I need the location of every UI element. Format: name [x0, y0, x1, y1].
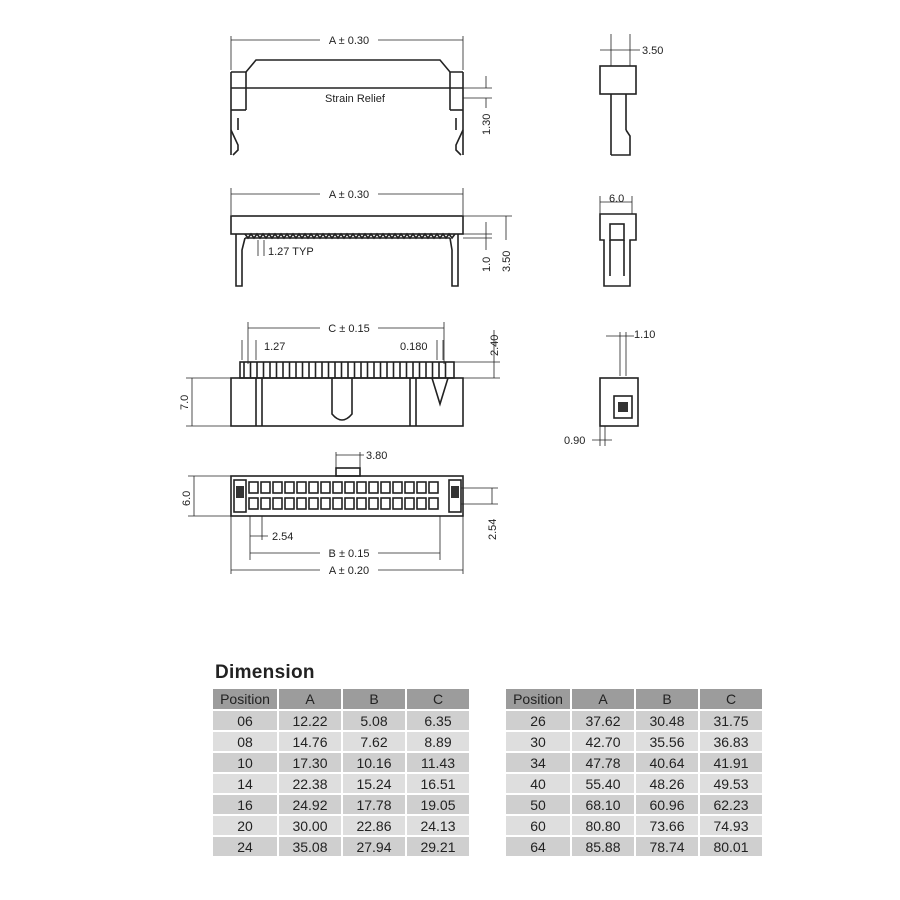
- table-cell: 50: [506, 795, 570, 814]
- column-header: C: [407, 689, 469, 709]
- table-cell: 14.76: [279, 732, 341, 751]
- table-cell: 22.86: [343, 816, 405, 835]
- table-cell: 8.89: [407, 732, 469, 751]
- table-cell: 35.56: [636, 732, 698, 751]
- table-cell: 37.62: [572, 711, 634, 730]
- table-row: [506, 753, 762, 772]
- table-cell: 12.22: [279, 711, 341, 730]
- contact-hole: [333, 482, 342, 493]
- body-side-dim-top: 1.10: [634, 329, 656, 341]
- front-dim-2: 3.50: [501, 250, 513, 272]
- table-cell: 14: [213, 774, 277, 793]
- front-dim-1: 1.0: [481, 256, 493, 272]
- contact-hole: [249, 482, 258, 493]
- contact-hole: [261, 482, 270, 493]
- contact-hole: [273, 482, 282, 493]
- table-cell: 62.23: [700, 795, 762, 814]
- contact-hole: [381, 498, 390, 509]
- table-row: [213, 816, 469, 835]
- table-cell: 60: [506, 816, 570, 835]
- contact-hole: [381, 482, 390, 493]
- table-cell: 24.92: [279, 795, 341, 814]
- table-cell: 30.00: [279, 816, 341, 835]
- table-cell: 60.96: [636, 795, 698, 814]
- table-row: [213, 795, 469, 814]
- contact-hole: [285, 482, 294, 493]
- table-cell: 80.80: [572, 816, 634, 835]
- column-header: A: [279, 689, 341, 709]
- table-cell: 5.08: [343, 711, 405, 730]
- table-cell: 22.38: [279, 774, 341, 793]
- column-header: A: [572, 689, 634, 709]
- contact-hole: [345, 482, 354, 493]
- table-row: [213, 711, 469, 730]
- table-cell: 78.74: [636, 837, 698, 856]
- body-dim-height: 7.0: [179, 394, 191, 410]
- contact-hole: [393, 498, 402, 509]
- table-cell: 29.21: [407, 837, 469, 856]
- table-cell: 40.64: [636, 753, 698, 772]
- strain-relief-label: Strain Relief: [325, 93, 385, 105]
- table-cell: 15.24: [343, 774, 405, 793]
- table-cell: 27.94: [343, 837, 405, 856]
- column-header: Position: [506, 689, 570, 709]
- contact-hole: [273, 498, 282, 509]
- top-side-dim: 3.50: [642, 45, 664, 57]
- table-cell: 35.08: [279, 837, 341, 856]
- table-cell: 17.30: [279, 753, 341, 772]
- table-cell: 47.78: [572, 753, 634, 772]
- top-dim-a: A ± 0.30: [328, 35, 370, 47]
- dimension-table-left: [211, 687, 471, 858]
- table-row: [506, 837, 762, 856]
- table-cell: 20: [213, 816, 277, 835]
- front-view: [231, 188, 513, 286]
- table-cell: 10: [213, 753, 277, 772]
- table-cell: 68.10: [572, 795, 634, 814]
- table-cell: 42.70: [572, 732, 634, 751]
- body-dim-pitch: 1.27: [264, 341, 286, 353]
- table-row: [213, 753, 469, 772]
- contact-hole: [285, 498, 294, 509]
- table-cell: 26: [506, 711, 570, 730]
- contact-hole: [309, 482, 318, 493]
- bottom-dim-key: 3.80: [366, 450, 388, 462]
- body-dim-c: C ± 0.15: [328, 323, 370, 335]
- contact-hole: [297, 482, 306, 493]
- table-cell: 49.53: [700, 774, 762, 793]
- table-cell: 34: [506, 753, 570, 772]
- contact-hole: [249, 498, 258, 509]
- table-row: [506, 795, 762, 814]
- body-dim-pin: 2.40: [489, 334, 501, 356]
- table-cell: 64: [506, 837, 570, 856]
- column-header: B: [636, 689, 698, 709]
- table-cell: 31.75: [700, 711, 762, 730]
- top-view: [231, 35, 493, 155]
- column-header: B: [343, 689, 405, 709]
- front-dim-pitch: 1.27 TYP: [268, 246, 314, 258]
- table-row: [213, 732, 469, 751]
- contact-hole: [321, 482, 330, 493]
- body-dim-slot: 0.180: [400, 341, 428, 353]
- bottom-view: [181, 450, 499, 577]
- bottom-dim-height: 6.0: [181, 490, 193, 506]
- column-header: C: [700, 689, 762, 709]
- table-cell: 17.78: [343, 795, 405, 814]
- top-side-view: [600, 34, 663, 155]
- table-cell: 30: [506, 732, 570, 751]
- column-header: Position: [213, 689, 277, 709]
- front-dim-a: A ± 0.30: [328, 189, 370, 201]
- table-cell: 6.35: [407, 711, 469, 730]
- table-row: [506, 711, 762, 730]
- bottom-dim-b: B ± 0.15: [328, 548, 370, 560]
- bottom-dim-pitch: 2.54: [272, 531, 294, 543]
- contact-hole: [429, 482, 438, 493]
- dimension-table-right: [504, 687, 764, 858]
- body-side-dim-bottom: 0.90: [564, 435, 586, 447]
- contact-hole: [417, 498, 426, 509]
- contact-hole: [297, 498, 306, 509]
- contact-hole: [357, 498, 366, 509]
- table-row: [506, 774, 762, 793]
- contact-hole: [261, 498, 270, 509]
- bottom-dim-row: 2.54: [487, 518, 499, 540]
- table-cell: 40: [506, 774, 570, 793]
- contact-hole: [393, 482, 402, 493]
- table-cell: 19.05: [407, 795, 469, 814]
- table-cell: 41.91: [700, 753, 762, 772]
- table-cell: 06: [213, 711, 277, 730]
- table-cell: 48.26: [636, 774, 698, 793]
- table-row: [213, 837, 469, 856]
- contact-hole: [369, 498, 378, 509]
- table-cell: 16.51: [407, 774, 469, 793]
- contact-hole: [309, 498, 318, 509]
- table-cell: 11.43: [407, 753, 469, 772]
- contact-hole: [405, 498, 414, 509]
- table-row: [506, 732, 762, 751]
- contact-hole: [369, 482, 378, 493]
- contact-hole: [357, 482, 366, 493]
- table-cell: 7.62: [343, 732, 405, 751]
- top-dim-height: 1.30: [481, 113, 493, 135]
- table-cell: 24.13: [407, 816, 469, 835]
- table-cell: 36.83: [700, 732, 762, 751]
- contact-hole: [429, 498, 438, 509]
- table-cell: 85.88: [572, 837, 634, 856]
- table-row: [506, 816, 762, 835]
- table-cell: 73.66: [636, 816, 698, 835]
- table-cell: 08: [213, 732, 277, 751]
- table-row: [213, 774, 469, 793]
- table-cell: 10.16: [343, 753, 405, 772]
- contact-hole: [321, 498, 330, 509]
- table-cell: 80.01: [700, 837, 762, 856]
- table-cell: 30.48: [636, 711, 698, 730]
- table-cell: 55.40: [572, 774, 634, 793]
- contact-hole: [333, 498, 342, 509]
- front-side-dim: 6.0: [609, 193, 625, 205]
- table-cell: 74.93: [700, 816, 762, 835]
- table-header-row: [506, 689, 762, 709]
- bottom-dim-a: A ± 0.20: [328, 565, 370, 577]
- body-side-view: [564, 329, 655, 447]
- contact-hole: [345, 498, 354, 509]
- contact-hole: [417, 482, 426, 493]
- dimension-title: Dimension: [215, 662, 315, 683]
- front-side-view: [600, 193, 636, 286]
- table-cell: 16: [213, 795, 277, 814]
- body-view: [179, 322, 501, 426]
- table-header-row: [213, 689, 469, 709]
- contact-hole: [405, 482, 414, 493]
- table-cell: 24: [213, 837, 277, 856]
